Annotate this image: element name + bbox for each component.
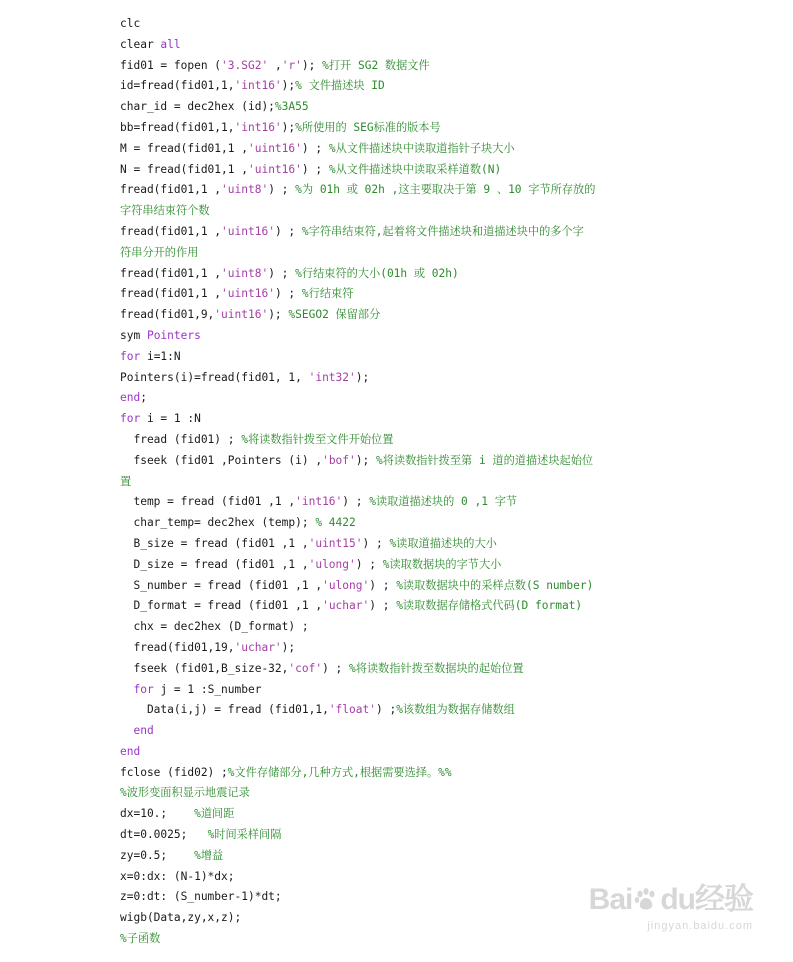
code-comment: %读取道描述块的大小 — [389, 536, 497, 550]
code-line — [120, 243, 685, 264]
code-keyword: all — [160, 37, 181, 51]
watermark-brand-right: du — [660, 883, 695, 916]
code-text: dx=10.; — [120, 807, 195, 821]
code-string: 'uint8' — [221, 266, 269, 280]
code-keyword: end — [120, 391, 141, 405]
code-line — [120, 284, 685, 305]
code-keyword: for — [120, 412, 141, 426]
code-string: 'ulong' — [322, 578, 370, 592]
code-string: 'int16' — [234, 79, 282, 93]
code-string: 'uint8' — [221, 183, 269, 197]
code-string: 'uint16' — [221, 224, 275, 238]
code-line — [120, 35, 685, 56]
code-text: fread(fid01,1 , — [120, 224, 222, 238]
code-line — [120, 368, 685, 389]
code-line — [120, 576, 685, 597]
baidu-jingyan-watermark — [589, 884, 753, 932]
code-text: ); — [355, 370, 370, 384]
code-text: fclose (fid02) ; — [120, 765, 228, 779]
code-text: ); — [301, 58, 323, 72]
code-line — [120, 76, 685, 97]
code-line — [120, 409, 685, 430]
code-keyword: for — [133, 682, 154, 696]
code-text: z=0:dt: (S_number-1)*dt; — [120, 890, 282, 904]
code-text: fread(fid01,9, — [120, 308, 215, 322]
code-text: ); — [281, 120, 296, 134]
code-text: Data(i,j) = fread (fid01,1, — [120, 703, 329, 717]
code-string: 'float' — [328, 703, 376, 717]
code-comment: %读取道描述块的 0 ,1 字节 — [369, 495, 518, 509]
code-string: 'uint16' — [247, 141, 302, 155]
code-text: D_size = fread (fid01 ,1 , — [120, 557, 309, 571]
code-text — [120, 683, 133, 696]
code-line — [120, 638, 685, 659]
code-comment: %子函数 — [120, 932, 161, 946]
code-text: zy=0.5; — [120, 848, 195, 862]
code-comment: %将读数指针拨至第 i 道的道描述块起始位 — [375, 453, 594, 467]
code-text: temp = fread (fid01 ,1 , — [120, 495, 296, 509]
code-comment: %增益 — [194, 848, 224, 862]
code-text: Pointers(i)=fread(fid01, 1, — [120, 370, 309, 384]
code-comment: %从文件描述块中读取道指针子块大小 — [328, 141, 515, 155]
code-text: fread(fid01,1 , — [120, 183, 222, 197]
code-text: fread(fid01,1 , — [120, 287, 222, 301]
code-string: 'uchar' — [322, 599, 370, 613]
code-comment: %所使用的 SEG标准的版本号 — [295, 120, 441, 134]
code-comment: % 文件描述块 ID — [295, 79, 385, 93]
code-text: ) ; — [274, 224, 302, 238]
code-text: fread(fid01,19, — [120, 640, 235, 654]
code-text: fread(fid01,1 , — [120, 266, 222, 280]
code-text: x=0:dx: (N-1)*dx; — [120, 869, 235, 883]
code-text: ) ; — [274, 287, 302, 301]
code-text: sym — [120, 328, 147, 342]
code-string: 'ulong' — [308, 557, 356, 571]
code-string: 'uchar' — [234, 640, 282, 654]
code-comment: 符串分开的作用 — [120, 245, 199, 259]
code-comment: %读取数据块中的采样点数(S number) — [396, 578, 594, 592]
code-text: fseek (fid01,B_size-32, — [120, 661, 289, 675]
code-line — [120, 201, 685, 222]
code-comment: %为 01h 或 02h ,这主要取决于第 9 、10 字节所存放的 — [295, 183, 596, 197]
code-comment: %将读数指针拨至文件开始位置 — [241, 432, 394, 446]
code-text: ) ; — [355, 557, 383, 571]
code-line — [120, 534, 685, 555]
code-line — [120, 347, 685, 368]
code-text: fseek (fid01 ,Pointers (i) , — [120, 453, 323, 467]
code-text: M = fread(fid01,1 , — [120, 141, 248, 155]
code-text: ) ; — [322, 661, 350, 675]
code-keyword: end — [133, 724, 154, 738]
code-text: char_temp= dec2hex (temp); — [120, 516, 316, 530]
code-line — [120, 472, 685, 493]
code-line — [120, 451, 685, 472]
code-line — [120, 264, 685, 285]
code-comment: %打开 SG2 数据文件 — [322, 58, 430, 72]
code-comment: %字符串结束符,起着将文件描述块和道描述块中的多个字 — [301, 224, 584, 238]
watermark-brand-suffix: 经验 — [695, 883, 753, 916]
code-text: j = 1 :S_number — [153, 682, 262, 696]
code-string: 'bof' — [322, 453, 356, 467]
code-text: clc — [120, 17, 141, 30]
code-comment: %SEGO2 保留部分 — [288, 308, 381, 322]
code-line — [120, 139, 685, 160]
watermark-subtitle: jingyan.baidu.com — [647, 920, 753, 932]
code-comment: %将读数指针拨至数据块的起始位置 — [349, 661, 524, 675]
code-line — [120, 430, 685, 451]
code-string: 'uint16' — [214, 308, 269, 322]
code-line — [120, 180, 685, 201]
code-comment: %3A55 — [274, 100, 309, 114]
code-line — [120, 929, 685, 950]
code-line — [120, 118, 685, 139]
code-text: ) ; — [268, 183, 296, 197]
code-line — [120, 617, 685, 638]
code-line — [120, 513, 685, 534]
code-line — [120, 388, 685, 409]
code-text: chx = dec2hex (D_format) ; — [120, 620, 309, 634]
code-keyword: Pointers — [146, 328, 201, 342]
code-comment: %文件存储部分,几种方式,根据需要选择。%% — [227, 765, 452, 779]
code-string: 'uint15' — [308, 536, 363, 550]
code-text: ) ; — [369, 599, 397, 613]
code-text: ); — [355, 453, 376, 467]
code-line — [120, 56, 685, 77]
code-string: 'int32' — [308, 370, 356, 384]
code-line — [120, 763, 685, 784]
code-comment: 字符串结束符个数 — [120, 204, 210, 218]
code-text: ) ; — [268, 266, 296, 280]
code-text: ); — [268, 308, 289, 322]
code-text: ; — [140, 391, 147, 405]
code-text: D_format = fread (fid01 ,1 , — [120, 599, 323, 613]
code-text: i = 1 :N — [140, 412, 201, 426]
code-text: clear — [120, 37, 161, 51]
code-line — [120, 97, 685, 118]
code-comment: %该数组为数据存储数组 — [396, 703, 515, 717]
code-comment: %读取数据存储格式代码(D format) — [396, 599, 583, 613]
code-line — [120, 555, 685, 576]
code-line — [120, 305, 685, 326]
code-text: ); — [281, 640, 296, 654]
code-line — [120, 492, 685, 513]
code-line — [120, 222, 685, 243]
code-text: fid01 = fopen ( — [120, 58, 222, 72]
code-comment: %波形变面积显示地震记录 — [120, 786, 250, 800]
code-text — [120, 724, 133, 737]
code-text: B_size = fread (fid01 ,1 , — [120, 536, 309, 550]
code-comment: %行结束符的大小(01h 或 02h) — [295, 266, 459, 280]
code-line — [120, 659, 685, 680]
code-line — [120, 680, 685, 701]
code-keyword: end — [120, 744, 141, 758]
code-comment: % 4422 — [315, 516, 356, 530]
code-comment: %从文件描述块中读取采样道数(N) — [328, 162, 502, 176]
code-text: ) ; — [375, 703, 397, 717]
code-text: N = fread(fid01,1 , — [120, 162, 248, 176]
code-text: char_id = dec2hex (id); — [120, 100, 275, 114]
code-block — [120, 14, 685, 950]
code-line — [120, 160, 685, 181]
code-comment: %读取数据块的字节大小 — [382, 557, 502, 571]
code-text: ) ; — [301, 141, 329, 155]
code-line — [120, 804, 685, 825]
code-text: , — [268, 58, 282, 72]
code-line — [120, 326, 685, 347]
code-string: 'cof' — [288, 661, 323, 675]
code-text: fread (fid01) ; — [120, 432, 242, 446]
code-text: ) ; — [342, 495, 370, 509]
code-keyword: for — [120, 349, 141, 363]
code-string: '3.SG2' — [221, 58, 269, 72]
code-line — [120, 825, 685, 846]
code-text: i=1:N — [140, 349, 181, 363]
code-comment: %道间距 — [194, 807, 235, 821]
code-text: bb=fread(fid01,1, — [120, 120, 235, 134]
code-text: ) ; — [362, 536, 390, 550]
code-text: id=fread(fid01,1, — [120, 79, 235, 93]
code-line — [120, 14, 685, 35]
code-text: ) ; — [369, 578, 397, 592]
code-text: ); — [281, 79, 296, 93]
code-string: 'uint16' — [247, 162, 302, 176]
code-line — [120, 721, 685, 742]
code-string: 'int16' — [234, 120, 282, 134]
code-string: 'int16' — [295, 495, 343, 509]
code-comment: %时间采样间隔 — [207, 828, 282, 842]
code-line — [120, 846, 685, 867]
code-text: wigb(Data,zy,x,z); — [120, 911, 242, 925]
code-line — [120, 596, 685, 617]
code-text: ) ; — [301, 162, 329, 176]
code-line — [120, 700, 685, 721]
code-text: S_number = fread (fid01 ,1 , — [120, 578, 323, 592]
code-text: dt=0.0025; — [120, 828, 208, 842]
code-comment: %行结束符 — [301, 287, 354, 301]
code-line — [120, 783, 685, 804]
code-string: 'r' — [281, 58, 302, 72]
code-comment: 置 — [120, 474, 132, 488]
watermark-brand — [589, 884, 753, 920]
paw-icon — [633, 887, 659, 920]
watermark-brand-left: Bai — [588, 883, 633, 916]
code-string: 'uint16' — [221, 287, 275, 301]
code-line — [120, 742, 685, 763]
